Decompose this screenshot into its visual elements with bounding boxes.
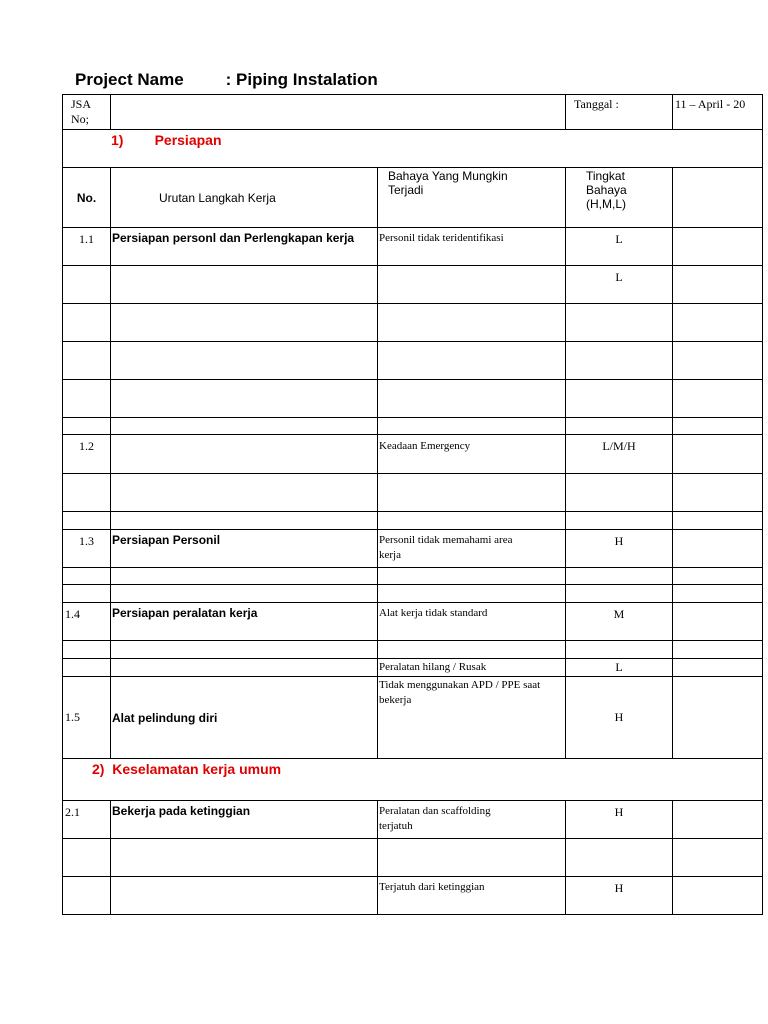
table-row [63,418,763,435]
jsa-no-field[interactable] [111,95,566,130]
tanggal-label: Tanggal : [566,95,673,130]
row-number: 1.3 [63,530,111,568]
step-cell: Persiapan peralatan kerja [111,603,378,641]
table-row [63,659,763,677]
table-row [63,839,763,877]
table-row [63,677,763,759]
row-number: 1.2 [63,435,111,474]
level-cell: L [566,659,673,677]
jsa-table [62,94,763,915]
table-row [63,342,763,380]
table-row [63,304,763,342]
table-row [63,568,763,585]
jsa-form [62,94,746,974]
hazard-cell: Keadaan Emergency [378,435,566,474]
table-row [63,266,763,304]
tanggal-field[interactable]: 11 – April - 20 [673,95,763,130]
table-row [63,801,763,839]
hazard-cell: Terjatuh dari ketinggian [378,877,566,915]
table-row [63,474,763,512]
step-cell: Alat pelindung diri [111,677,378,759]
table-row [63,512,763,530]
empty-cell [673,168,763,228]
hazard-cell: Tidak menggunakan APD / PPE saat bekerja [378,677,566,759]
level-cell: H [566,530,673,568]
section-heading-2 [63,759,763,801]
row-number: 1.1 [63,228,111,266]
col-header-no: No. [63,168,111,228]
hazard-cell: Alat kerja tidak standard [378,603,566,641]
level-cell: H [566,677,673,759]
table-row [63,228,763,266]
table-row [63,530,763,568]
hazard-cell: Peralatan dan scaffolding terjatuh [378,801,566,839]
table-row [63,435,763,474]
jsa-no-label: JSA No; [63,95,111,130]
project-label: Project Name [75,70,184,89]
level-cell: H [566,801,673,839]
step-cell: Bekerja pada ketinggian [111,801,378,839]
level-cell: L [566,266,673,304]
row-number: 1.5 [63,677,111,759]
project-title [75,70,378,90]
row-number: 2.1 [63,801,111,839]
col-header-step: Urutan Langkah Kerja [111,168,378,228]
section-2-title: 2) Keselamatan kerja umum [92,761,282,777]
table-row [63,603,763,641]
step-cell: Persiapan personl dan Perlengkapan kerja [111,228,378,266]
section-heading-1 [63,130,763,168]
col-header-level: Tingkat Bahaya (H,M,L) [566,168,673,228]
level-cell: M [566,603,673,641]
step-cell: Persiapan Personil [111,530,378,568]
table-row [63,380,763,418]
table-row [63,641,763,659]
level-cell: H [566,877,673,915]
table-row [63,877,763,915]
hazard-cell: Personil tidak memahami area kerja [378,530,566,568]
level-cell: L/M/H [566,435,673,474]
project-value: : Piping Instalation [225,70,378,89]
col-header-hazard: Bahaya Yang Mungkin Terjadi [378,168,566,228]
empty-cell [673,228,763,266]
hazard-cell: Peralatan hilang / Rusak [378,659,566,677]
table-row [63,585,763,603]
section-1-title: 1) Persiapan [111,132,222,148]
row-number: 1.4 [63,603,111,641]
level-cell: L [566,228,673,266]
hazard-cell: Personil tidak teridentifikasi [378,228,566,266]
